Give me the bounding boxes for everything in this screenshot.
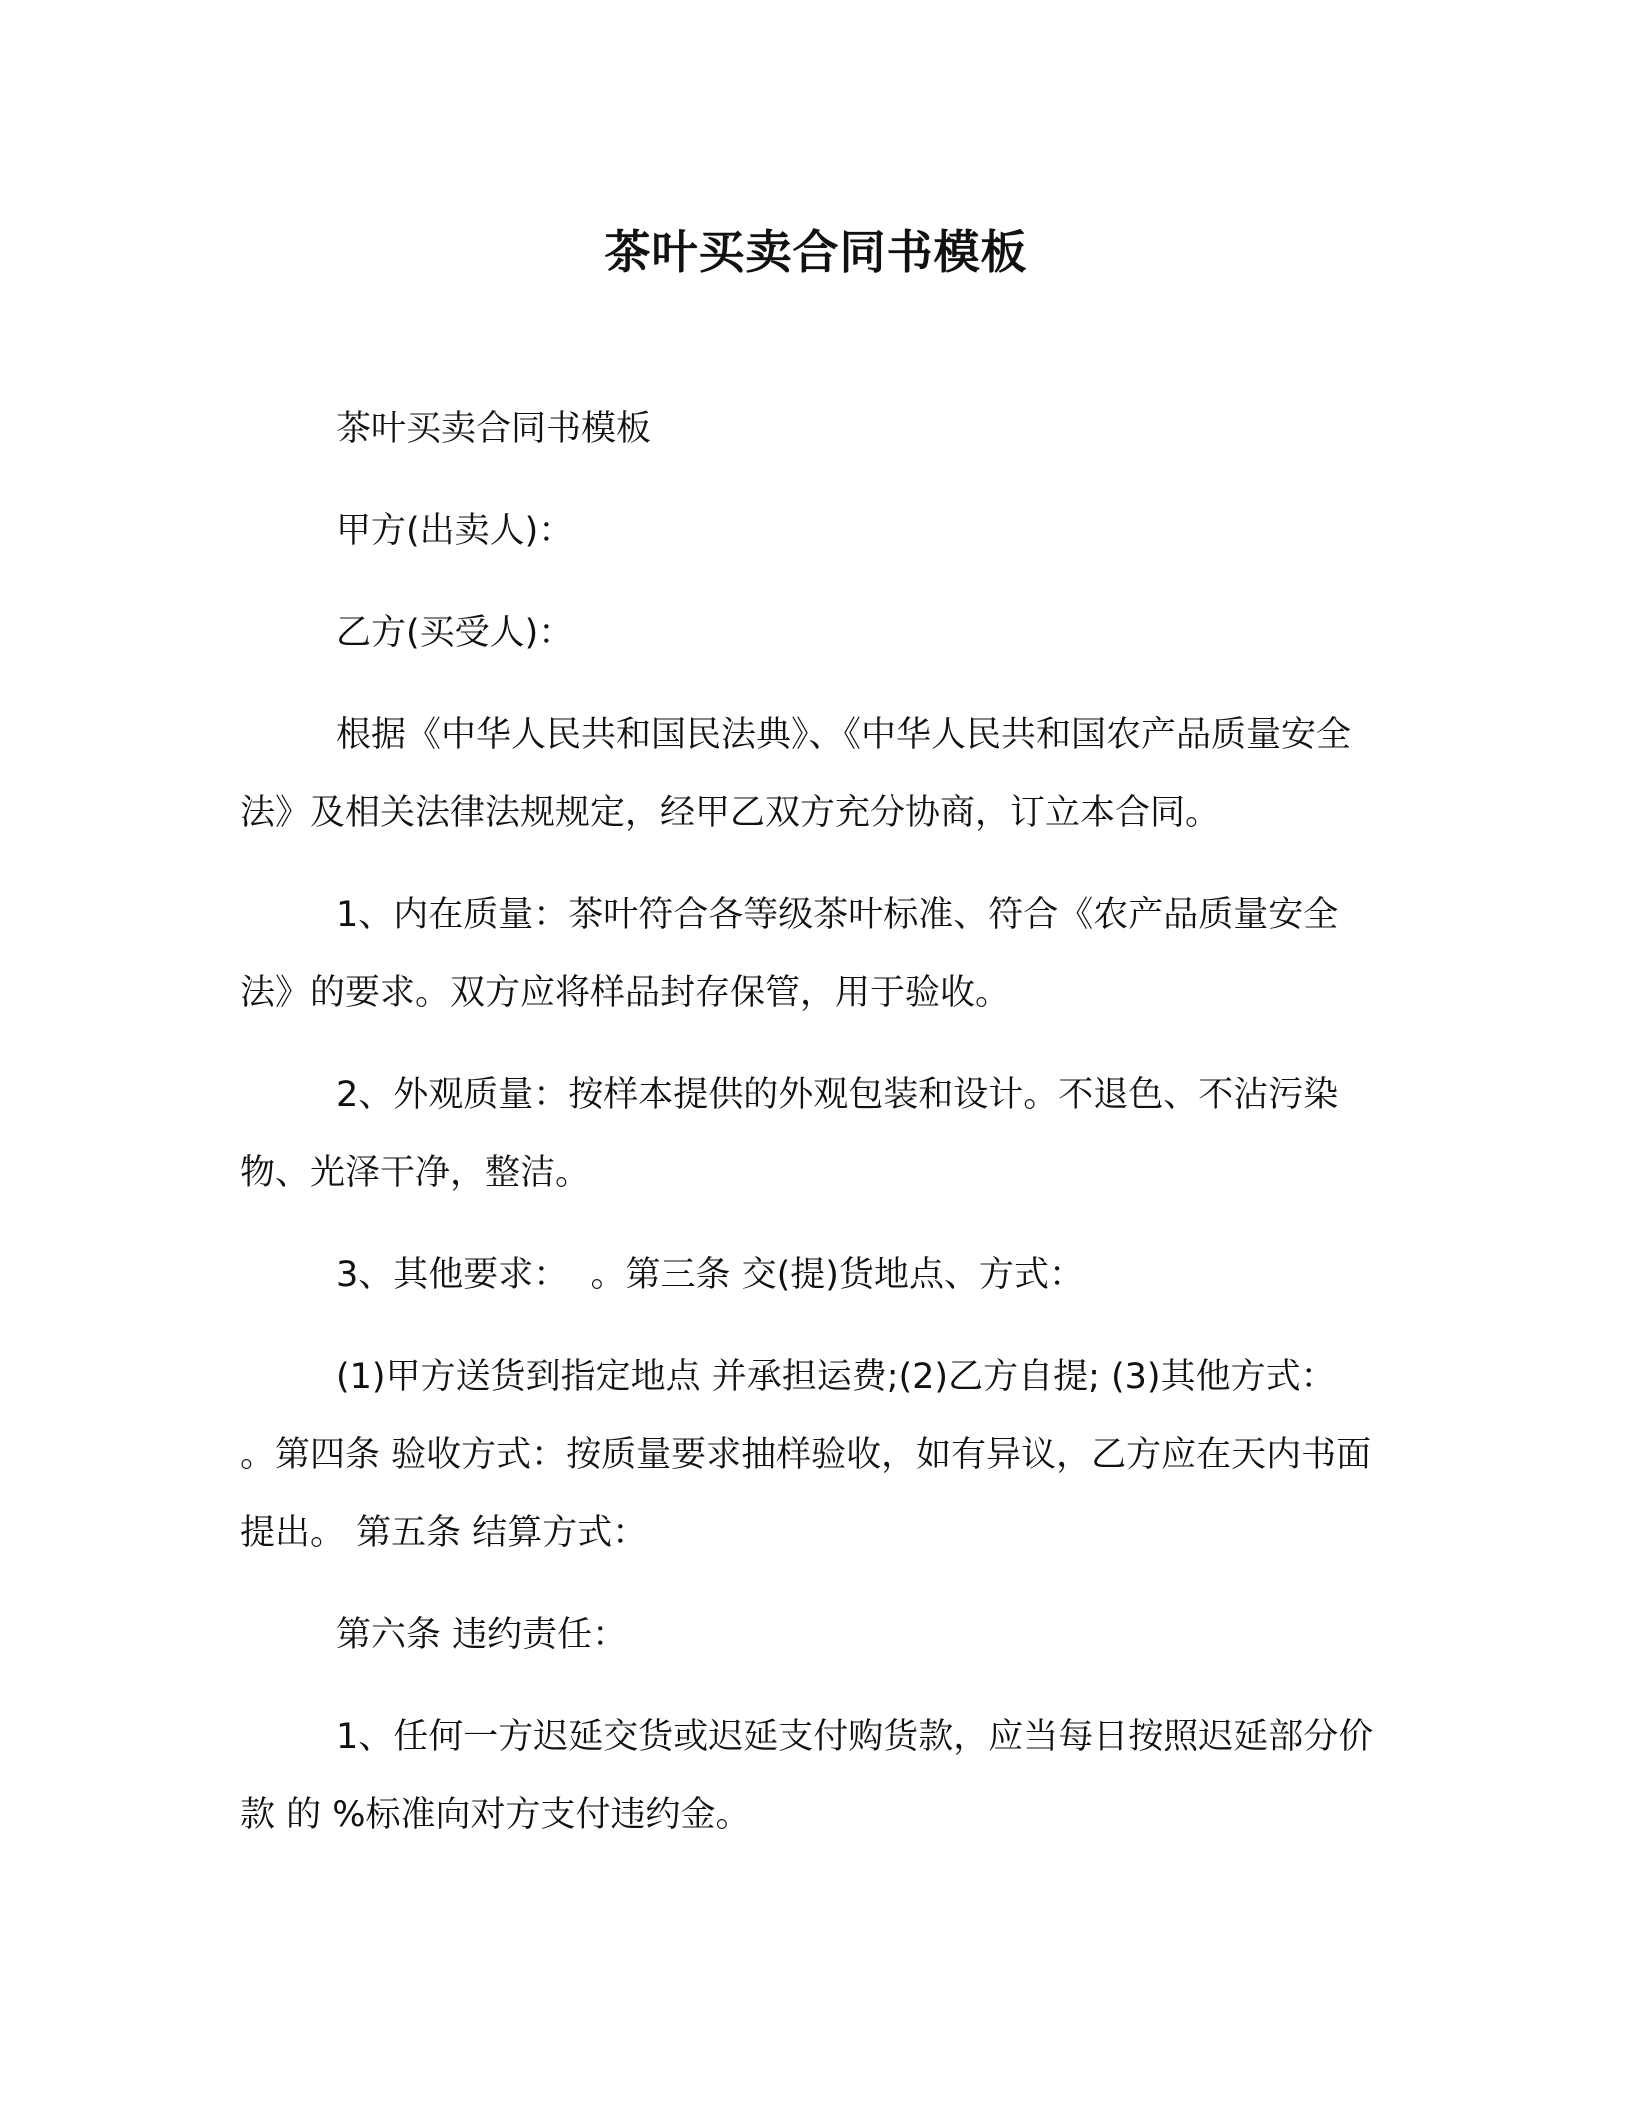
paragraph-subtitle: 茶叶买卖合同书模板 — [336, 409, 652, 449]
paragraph-legal-basis: 根据《中华人民共和国民法典》、《中华人民共和国农产品质量安全法》及相关法律法规规定，经甲乙双方充分协商，订立本合同。 — [240, 715, 1352, 833]
paragraph-inner-quality: 1、内在质量：茶叶符合各等级茶叶标准、符合《农产品质量安全法》的要求。双方应将样品封存保管，用于验收。 — [240, 895, 1339, 1013]
document-body — [240, 390, 1390, 1878]
paragraph-delivery-method: (1)甲方送货到指定地点 并承担运费;(2)乙方自提; (3)其他方式： 。第四条 验收方式：按质量要求抽样验收，如有异议，乙方应在天内书面提出。 第五条 结算方式： — [240, 1357, 1372, 1553]
paragraph-liability-1: 1、任何一方迟延交货或迟延支付购货款，应当每日按照迟延部分价款 的 %标准向对方支付违约金。 — [240, 1717, 1374, 1835]
paragraph-article-six: 第六条 违约责任： — [336, 1615, 628, 1655]
document-title: 茶叶买卖合同书模板 — [604, 225, 1028, 279]
paragraph-appearance-quality: 2、外观质量：按样本提供的外观包装和设计。不退色、不沾污染物、光泽干净，整洁。 — [240, 1075, 1339, 1193]
paragraph-other-requirements: 3、其他要求： 。第三条 交(提)货地点、方式： — [336, 1255, 1084, 1295]
paragraph-party-a: 甲方(出卖人)： — [336, 511, 574, 551]
paragraph-party-b: 乙方(买受人)： — [336, 613, 574, 653]
